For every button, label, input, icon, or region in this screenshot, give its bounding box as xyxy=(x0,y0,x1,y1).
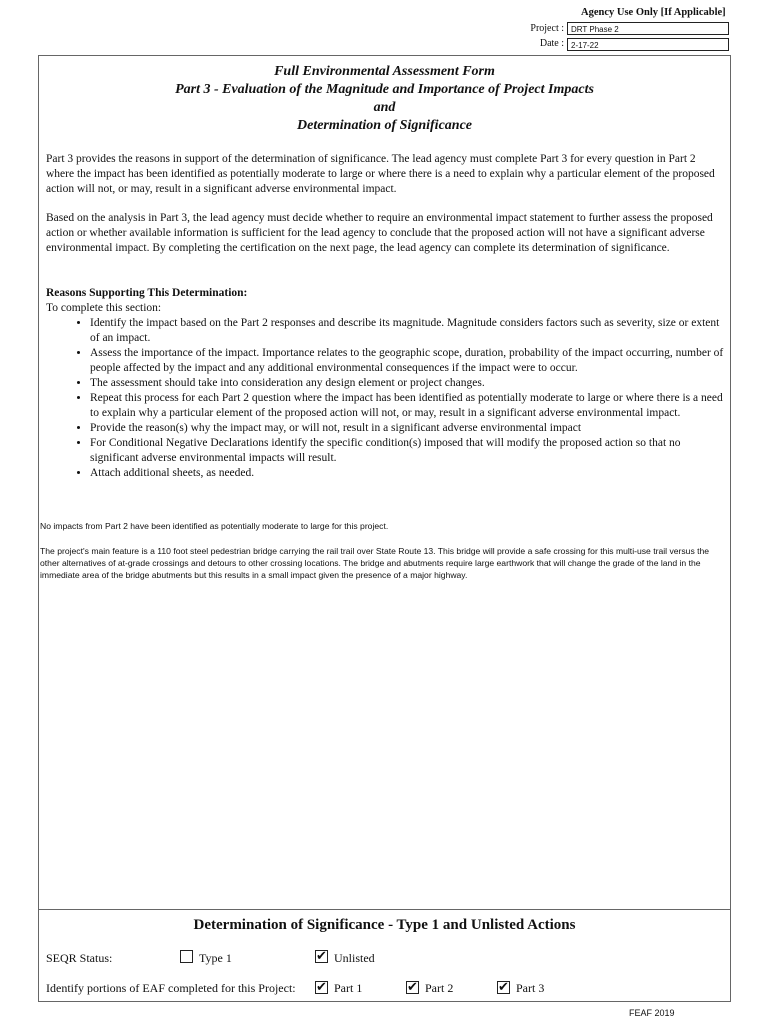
part1-checkbox[interactable]: ✔ xyxy=(316,980,327,995)
instruction-list xyxy=(46,316,728,481)
part1-label: Part 1 xyxy=(334,981,363,995)
part2-checkbox[interactable]: ✔ xyxy=(407,980,418,995)
intro-paragraph: Part 3 provides the reasons in support of the determination of significance. The lead agency must complete Part 3 for every question in Part 2 where the impact has been identified as potentially moderate to large or where there is a need to explain why a particular element of the proposed action will not, or may, result in a significant adverse environmental impact. xyxy=(46,153,715,195)
list-item: • The assessment should take into consideration any design element or project changes. xyxy=(90,376,728,391)
list-item: • Identify the impact based on the Part 2 responses and describe its magnitude. Magnitude considers factors such as severity, size or extent of an impact. xyxy=(90,316,728,346)
agency-use-label: Agency Use Only [If Applicable] xyxy=(581,7,726,18)
entry-note-impacts[interactable]: No impacts from Part 2 have been identified as potentially moderate to large for this project. xyxy=(40,521,389,531)
list-item: • Repeat this process for each Part 2 question where the impact has been identified as potentially moderate to large or where there is a need to explain why a particular element of the proposed action will not, or may, result in a significant adverse environmental impact. xyxy=(90,391,728,421)
form-subtitle-determination: Determination of Significance xyxy=(297,118,472,133)
list-item: • Provide the reason(s) why the impact may, or will not, result in a significant adverse environmental impact xyxy=(90,421,728,436)
list-item: • Assess the importance of the impact. Importance relates to the geographic scope, duration, probability of the impact occurring, number of people affected by the impact and any additional environmental consequences if the impact were to occur. xyxy=(90,346,728,376)
form-code: FEAF 2019 xyxy=(629,1008,675,1018)
determination-heading: Determination of Significance - Type 1 and Unlisted Actions xyxy=(193,917,576,933)
date-field[interactable]: 2-17-22 xyxy=(567,38,729,51)
eaf-portions-label: Identify portions of EAF completed for this Project: xyxy=(46,981,296,995)
seqr-status-label: SEQR Status: xyxy=(46,951,113,965)
project-label: Project : xyxy=(530,23,564,34)
part3-label: Part 3 xyxy=(516,981,545,995)
section-divider xyxy=(38,909,731,910)
part3-checkbox[interactable]: ✔ xyxy=(498,980,509,995)
unlisted-label: Unlisted xyxy=(334,951,375,965)
project-field[interactable]: DRT Phase 2 xyxy=(567,22,729,35)
form-subtitle-and: and xyxy=(373,100,396,115)
form-subtitle: Part 3 - Evaluation of the Magnitude and Importance of Project Impacts xyxy=(175,82,594,97)
type1-checkbox[interactable] xyxy=(180,950,193,963)
list-item: • Attach additional sheets, as needed. xyxy=(90,466,728,481)
reasons-intro: To complete this section: xyxy=(46,302,162,314)
unlisted-checkbox[interactable]: ✔ xyxy=(316,949,327,964)
list-item: • For Conditional Negative Declarations identify the specific condition(s) imposed that will modify the proposed action so that no significant adverse environmental impacts will result. xyxy=(90,436,728,466)
part2-label: Part 2 xyxy=(425,981,454,995)
reasons-heading: Reasons Supporting This Determination: xyxy=(46,287,248,299)
form-title: Full Environmental Assessment Form xyxy=(274,64,495,79)
entry-note-project[interactable]: The project's main feature is a 110 foot steel pedestrian bridge carrying the rail trail over State Route 13. This bridge will provide a safe crossing for this multi-use trail versus the other alternatives of at-grade crossings and detours to other crossing locations. The bridge and abutments require large earthwork that will change the grade of the land in the immediate area of the bridge abutments but this results in a small impact given the presence of a major highway. xyxy=(40,546,710,580)
date-label: Date : xyxy=(539,38,564,49)
analysis-paragraph: Based on the analysis in Part 3, the lead agency must decide whether to require an environmental impact statement to further assess the proposed action or whether available information is sufficient for the lead agency to conclude that the proposed action will not have a significant adverse environmental impact. By completing the certification on the next page, the lead agency can complete its determination of significance. xyxy=(46,212,713,254)
type1-label: Type 1 xyxy=(199,951,232,965)
